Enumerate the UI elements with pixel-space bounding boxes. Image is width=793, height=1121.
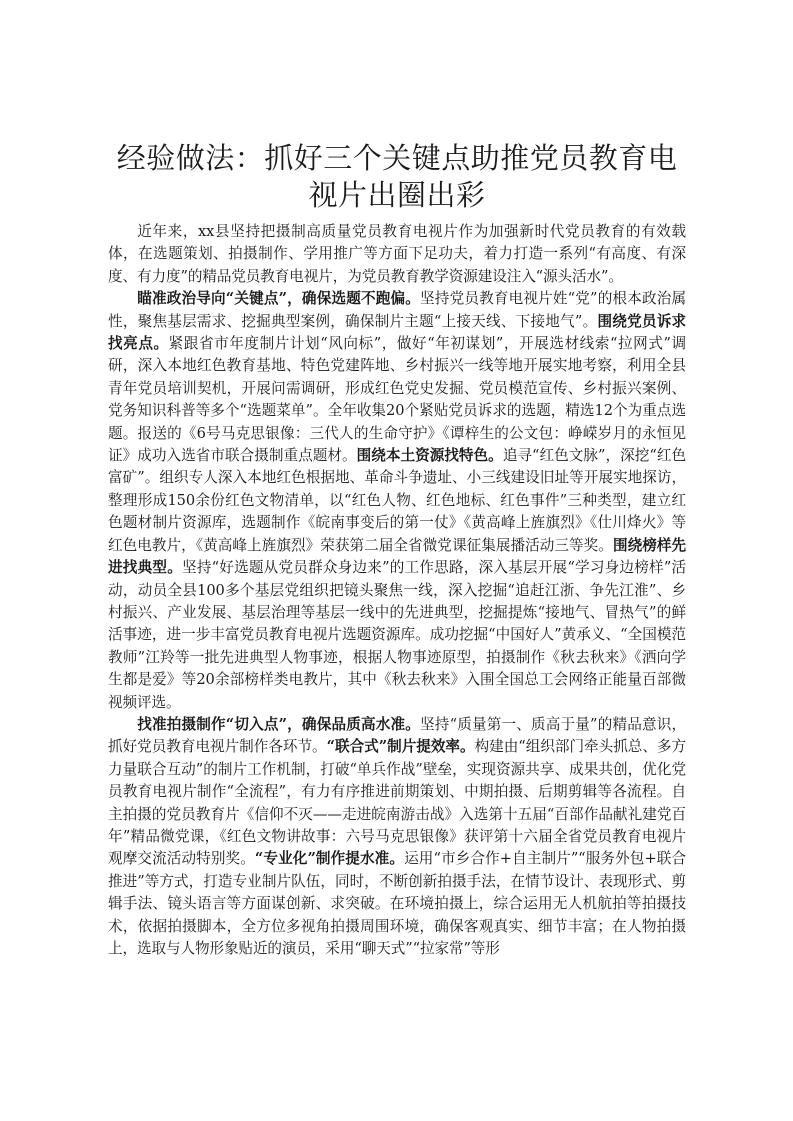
subheading: 围绕本土资源找特色。 — [356, 447, 503, 465]
intro-paragraph — [108, 221, 686, 288]
body-text: 坚持“质量第一、质高于量”的精品意识，抓好党员教育电视片制作各环节。 — [108, 715, 686, 756]
section-production — [108, 714, 686, 960]
document-title: 经验做法：抓好三个关键点助推党员教育电视片出圈出彩 — [116, 141, 678, 212]
subheading: 围绕党员诉求找亮点。 — [108, 312, 687, 353]
body-text: 坚持“好选题从党员群众身边来”的工作思路，深入基层开展“学习身边榜样”活动，动员全县100多个基层党组织把镜头聚焦一线，深入挖掘“追赶江浙、争先江淮”、乡村振兴、产业发展、基层治理等基层一线中的先进典型，挖掘提炼“接地气、冒热气”的鲜活事迹，进一步丰富党员教育电视片选题资源库。成功挖掘“中国好人”黄承义、“全国模范教师”江羚等一批先进典型人物事迹，根据人物事迹原型，拍摄制作《秋去秋来》《洒向学生都是爱》等20余部榜样类电教片，其中《秋去秋来》入围全国总工会网络正能量百部微视频评选。 — [108, 559, 686, 711]
body-text: 运用“市乡合作+自主制片”“服务外包+联合推进”等方式，打造专业制片队伍，同时，不断创新拍摄手法，在情节设计、表现形式、剪辑手法、镜头语言等方面谋创新、求突破。在环境拍摄上，综合运用无人机航拍等拍摄技术，依据拍摄脚本，全方位多视角拍摄周围环境，确保客观真实、细节丰富；在人物拍摄上，选取与人物形象贴近的演员，采用“聊天式”“拉家常”等形 — [108, 850, 686, 957]
body-text: 坚持党员教育电视片姓“党”的根本政治属性，聚焦基层需求、挖掘典型案例，确保制片主题“上接天线、下接地气”。 — [108, 290, 686, 330]
subheading: “联合式”制片提效率。 — [326, 738, 475, 756]
subheading: “专业化”制作提水准。 — [254, 850, 405, 868]
subheading: 围绕榜样先进找典型。 — [108, 536, 686, 577]
body-text: 追寻“红色文脉”，深挖“红色富矿”。组织专人深入本地红色根据地、革命斗争遗址、小三线建设旧址等开展实地探访，整理形成150余份红色文物清单，以“红色人物、红色地标、红色事件”三种类型，建立红色题材制片资源库，选题制作《皖南事变后的第一仗》《黄高峰上旌旗烈》《仕川烽火》等红色电教片，《黄高峰上旌旗烈》荣获第二届全省微党课征集展播活动三等奖。 — [108, 447, 686, 554]
section-heading: 瞄准政治导向“关键点”，确保选题不跑偏。 — [137, 290, 421, 308]
document-page — [108, 140, 686, 960]
section-heading: 找准拍摄制作“切入点”，确保品质高水准。 — [137, 715, 421, 733]
section-political-orientation — [108, 288, 686, 714]
body-text: 构建由“组织部门牵头抓总、多方力量联合互动”的制片工作机制，打破“单兵作战”壁垒，实现资源共享、成果共创，优化党员教育电视片制作“全流程”，有力有序推进前期策划、中期拍摄、后期剪辑等各流程。自主拍摄的党员教育片《信仰不灭——走进皖南游击战》入选第十五届“百部作品献礼建党百年”精品微党课，《红色文物讲故事：六号马克思银像》获评第十六届全省党员教育电视片观摩交流活动特别奖。 — [108, 738, 686, 868]
body-text: 紧跟省市年度制片计划“风向标”，做好“年初谋划”，开展选材线索“拉网式”调研，深入本地红色教育基地、特色党建阵地、乡村振兴一线等地开展实地考察，利用全县青年党员培训契机，开展问需调研，形成红色党史发掘、党员模范宣传、乡村振兴案例、党务知识科普等多个“选题菜单”。全年收集20个紧贴党员诉求的选题，精选12个为重点选题。报送的《6号马克思银像：三代人的生命守护》《谭梓生的公文包：峥嵘岁月的永恒见证》成功入选省市联合摄制重点题材。 — [108, 335, 686, 465]
intro-text: 近年来，xx县坚持把摄制高质量党员教育电视片作为加强新时代党员教育的有效载体，在选题策划、拍摄制作、学用推广等方面下足功夫，着力打造一系列“有高度、有深度、有力度”的精品党员教育电视片，为党员教育教学资源建设注入“源头活水”。 — [108, 223, 686, 285]
